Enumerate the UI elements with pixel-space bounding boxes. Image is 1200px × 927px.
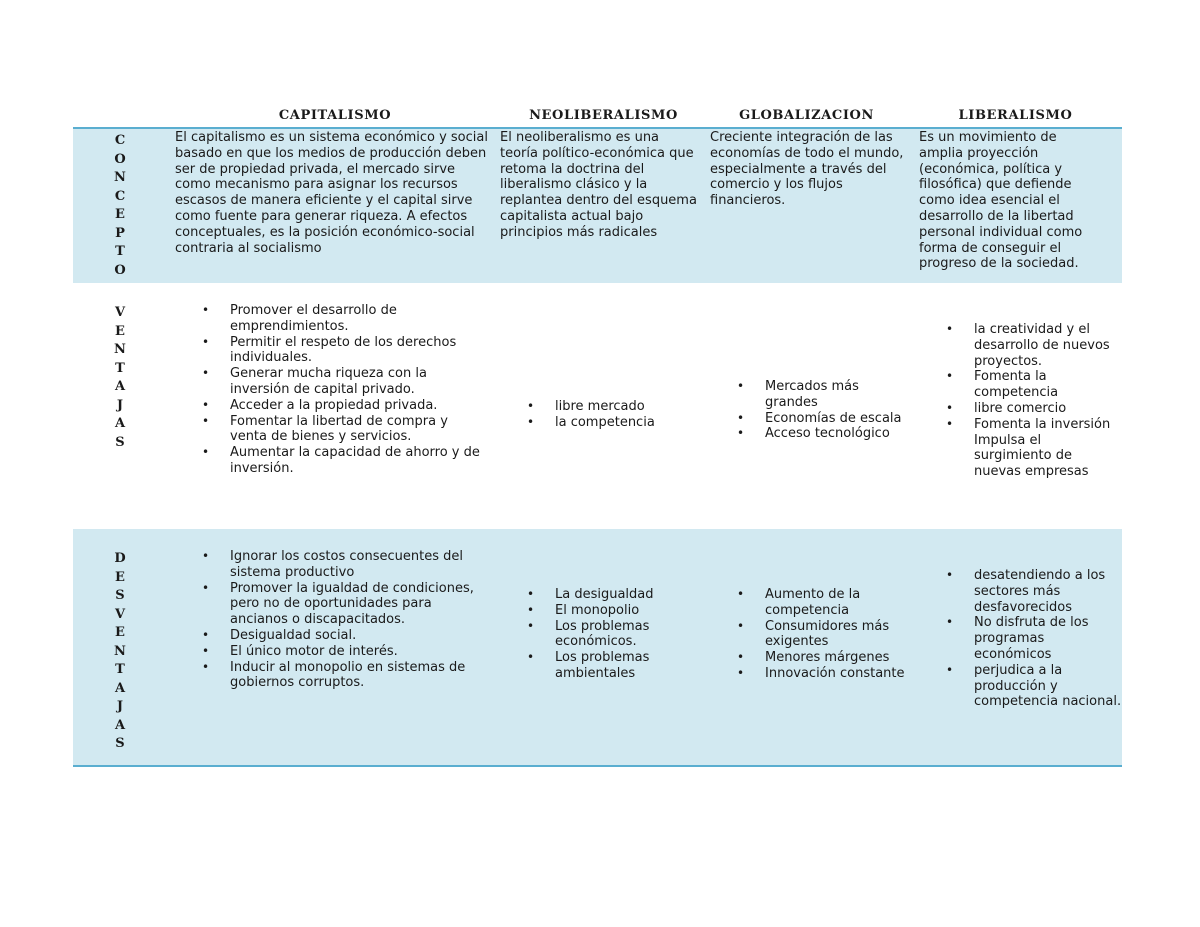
header-neoliberalismo: NEOLIBERALISMO	[529, 108, 678, 123]
ventajas-globalizacion	[737, 379, 912, 442]
list-item: • Inducir al monopolio en sistemas de gobiernos corruptos.	[202, 660, 492, 692]
list-item: • Desigualdad social.	[202, 628, 492, 644]
row-label-letter: A	[114, 379, 126, 394]
list-item: • Los problemas económicos.	[527, 619, 697, 651]
list-item: • libre comercio	[946, 401, 1122, 417]
list-item: • Aumentar la capacidad de ahorro y de inversión.	[202, 445, 487, 477]
row-label-ventajas	[110, 304, 130, 452]
row-label-letter: V	[114, 606, 126, 622]
row-label-letter: P	[115, 225, 125, 241]
desventajas-liberalismo	[946, 568, 1122, 710]
row-label-desventajas	[110, 550, 130, 754]
row-label-letter: O	[114, 151, 126, 167]
desventajas-globalizacion	[737, 587, 912, 682]
ventajas-liberalismo	[946, 322, 1122, 480]
list-item: • Generar mucha riqueza con la inversión de capital privado.	[202, 366, 487, 398]
list-item: • Consumidores más exigentes	[737, 619, 912, 651]
cell-text: El neoliberalismo es una teoría político-económica que retoma la doctrina del liberalismo clásico y la replantea dentro del esquema capitalista actual bajo principios más radicales	[500, 130, 697, 240]
row-label-concepto	[110, 132, 130, 280]
ventajas-neoliberalismo	[527, 399, 697, 431]
row-label-letter: N	[114, 342, 126, 357]
row-label-letter: D	[114, 551, 126, 566]
ventajas-capitalismo	[202, 303, 487, 477]
row-label-letter: T	[115, 360, 125, 376]
list-item: • El único motor de interés.	[202, 644, 492, 660]
list-item: • Mercados más grandes	[737, 379, 912, 411]
list-item: • Economías de escala	[737, 411, 912, 427]
header-rule	[73, 127, 1122, 129]
header-liberalismo: LIBERALISMO	[958, 108, 1073, 123]
concepto-neoliberalismo	[500, 130, 700, 241]
list-item: • Ignorar los costos consecuentes del sistema productivo	[202, 549, 492, 581]
list-item: • Innovación constante	[737, 666, 912, 682]
list-item: • Permitir el respeto de los derechos individuales.	[202, 335, 487, 367]
row-label-letter: S	[115, 588, 125, 603]
bottom-rule	[73, 765, 1122, 767]
row-label-letter: S	[115, 736, 125, 751]
list-item: • libre mercado	[527, 399, 697, 415]
list-item: • Fomentar la libertad de compra y venta de bienes y servicios.	[202, 414, 487, 446]
list-item: • Promover la igualdad de condiciones, pero no de oportunidades para ancianos o discapacitados.	[202, 581, 492, 628]
list-item: • desatendiendo a los sectores más desfavorecidos	[946, 568, 1122, 615]
row-label-letter: A	[114, 680, 126, 696]
list-item: • La desigualdad	[527, 587, 697, 603]
concepto-capitalismo	[175, 130, 493, 256]
concepto-liberalismo	[919, 130, 1097, 272]
desventajas-capitalismo	[202, 549, 492, 691]
header-globalizacion: GLOBALIZACION	[739, 108, 874, 123]
row-label-letter: N	[114, 170, 126, 185]
list-item: • Fomenta la inversión Impulsa el surgimiento de nuevas empresas	[946, 417, 1122, 480]
list-item: • No disfruta de los programas económicos	[946, 615, 1122, 662]
cell-text: El capitalismo es un sistema económico y social basado en que los medios de producción deben ser de propiedad privada, el mercado sirve como mecanismo para asignar los recursos escasos de manera eficiente y el capital sirve como fuente para generar riqueza. A efectos conceptuales, es la posición económico-social contraria al socialismo	[175, 130, 488, 256]
list-item: • Acceder a la propiedad privada.	[202, 398, 487, 414]
row-label-letter: O	[114, 262, 126, 278]
concepto-globalizacion	[710, 130, 910, 209]
row-label-letter: C	[114, 188, 126, 204]
row-label-letter: C	[114, 133, 126, 148]
row-label-letter: A	[114, 717, 126, 733]
row-label-letter: S	[115, 434, 125, 450]
list-item: • Promover el desarrollo de emprendimientos.	[202, 303, 487, 335]
list-item: • perjudica a la producción y competencia nacional.	[946, 663, 1122, 710]
list-item: • Acceso tecnológico	[737, 426, 912, 442]
row-label-letter: J	[116, 699, 124, 714]
list-item: • El monopolio	[527, 603, 697, 619]
list-item: • la competencia	[527, 415, 697, 431]
header-capitalismo: CAPITALISMO	[278, 108, 392, 123]
row-label-letter: J	[116, 397, 124, 413]
row-label-letter: E	[115, 207, 125, 222]
row-label-letter: N	[114, 643, 126, 659]
row-label-letter: T	[115, 662, 125, 677]
row-label-letter: E	[115, 625, 125, 640]
list-item: • la creatividad y el desarrollo de nuevos proyectos.	[946, 322, 1122, 369]
desventajas-neoliberalismo	[527, 587, 697, 682]
list-item: • Menores márgenes	[737, 650, 912, 666]
list-item: • Aumento de la competencia	[737, 587, 912, 619]
cell-text: Es un movimiento de amplia proyección (económica, política y filosófica) que defiende como idea esencial el desarrollo de la libertad personal individual como forma de conseguir el progreso de la sociedad.	[919, 130, 1083, 272]
cell-text: Creciente integración de las economías de todo el mundo, especialmente a través del comercio y los flujos financieros.	[710, 130, 904, 209]
row-label-letter: E	[115, 569, 125, 585]
row-label-letter: T	[115, 244, 125, 259]
row-label-letter: A	[114, 416, 126, 431]
row-label-letter: V	[114, 305, 126, 320]
row-label-letter: E	[115, 323, 125, 339]
list-item: • Fomenta la competencia	[946, 369, 1122, 401]
list-item: • Los problemas ambientales	[527, 650, 697, 682]
